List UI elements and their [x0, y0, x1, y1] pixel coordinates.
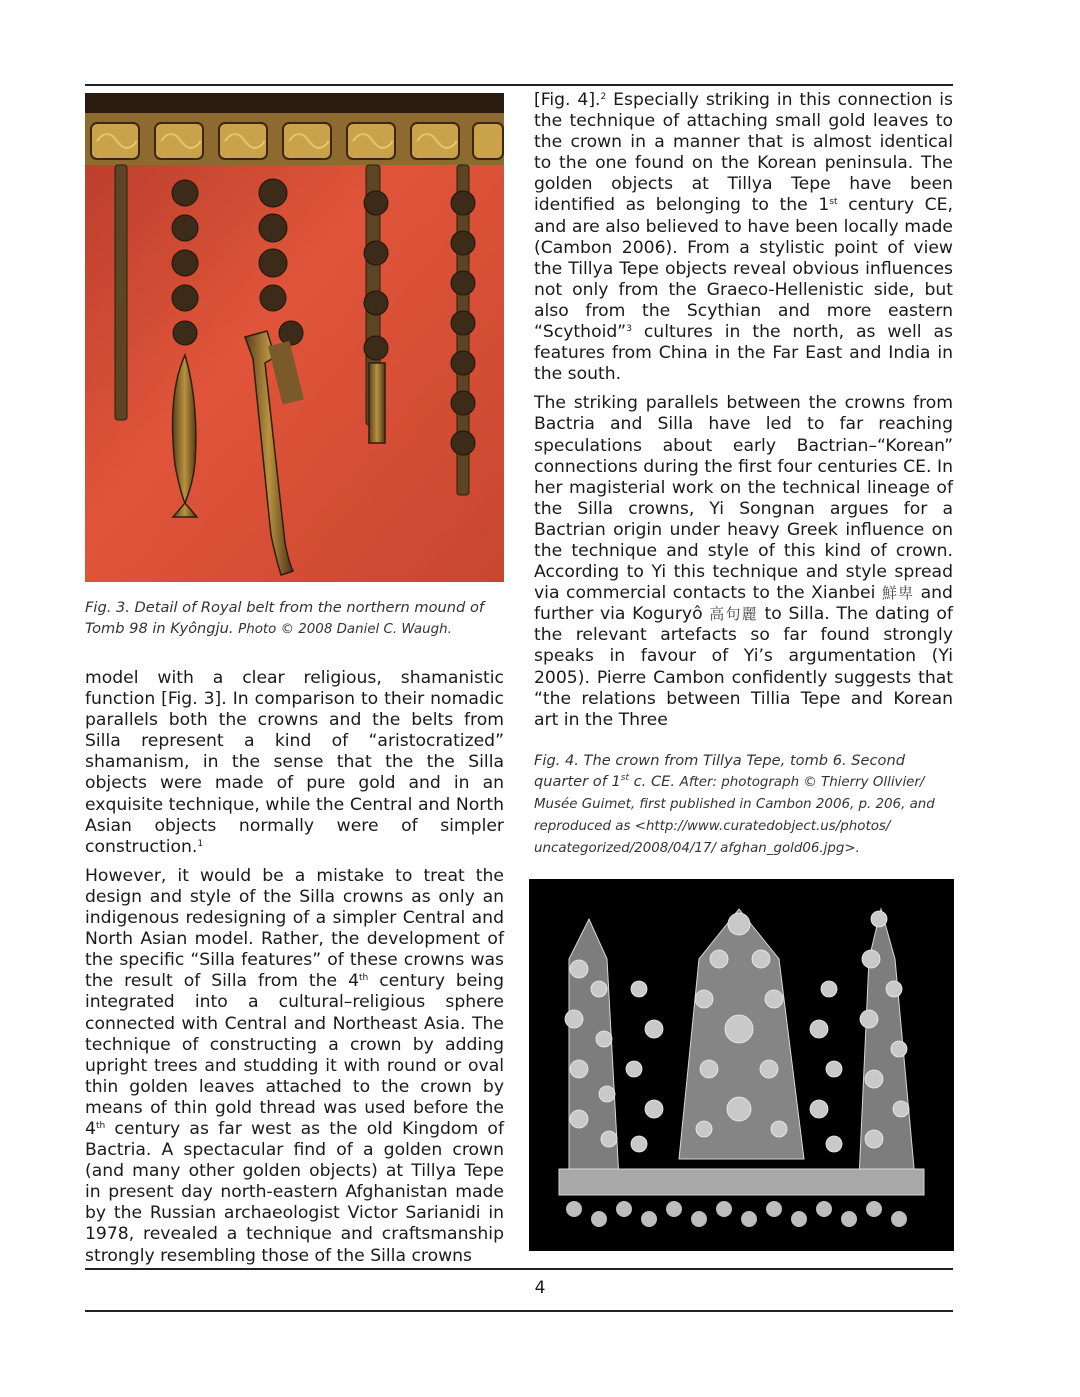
figure-4-image [529, 879, 954, 1251]
footnote-marker-1: 1 [197, 838, 204, 849]
footnote-marker-3: 3 [626, 324, 632, 335]
right-p1-text-b: Especially striking in this connection is the technique of attaching small gold leaves to the crown in a manner that is almost identical to the one found on the Korean peninsula. The golden objects at Tillya Tepe have been identified as belonging to the 1 [534, 90, 954, 216]
right-p2-text-c: to Silla. The dating of the relevant artefacts so far found strongly speaks in favour of Yi’s argumentation (Yi 2005). Pierre Cambon confidently suggests that “the relations between Tillia Tepe and Korean art in the Three [534, 604, 953, 730]
left-p2-text-b: century being integrated into a cultural–religious sphere connected with Central and Northeast Asia. The technique of constructing a crown by adding upright trees and studding it with round or oval thin golden leaves attached to the crown by means of thin gold thread was used before the 4 [85, 971, 504, 1139]
left-column [85, 668, 504, 1275]
superscript: th [95, 1120, 106, 1131]
right-p1-text-d: cultures in the north, as well as features from China in the Far East and India in the south. [534, 322, 953, 385]
figure-4-caption-text-a: Fig. 4. The crown from Tillya Tepe, tomb 6. Second quarter of 1 [534, 752, 905, 790]
left-paragraph-1 [85, 668, 504, 858]
right-p1-text-c: century CE, and are also believed to have been locally made (Cambon 2006). From a stylistic point of view the Tillya Tepe objects reveal obvious influences not only from the Graeco-Hellenistic side, but also from the Scythian and more eastern “Scythoid” [534, 195, 953, 343]
figure-4-caption-text-b: c. CE. [629, 773, 676, 790]
figure-4-credit: After: photograph © Thierry Ollivier/ Musée Guimet, first published in Cambon 2006, p. 206, and reproduced as <http://www.curatedobject.us/photos/ uncategorized/2008/04/17/ afghan_gold06.jpg>. [534, 775, 935, 856]
page-number: 4 [534, 1278, 546, 1298]
bottom-rule-lower [85, 1310, 953, 1312]
right-p2-text-b: and further via Koguryô [534, 583, 953, 625]
xianbei-characters: 鮮卑 [881, 584, 915, 603]
right-column [534, 90, 953, 739]
footnote-marker-2: 2 [600, 92, 607, 102]
figure-3-credit: Photo © 2008 Daniel C. Waugh. [238, 622, 452, 637]
superscript: st [620, 773, 630, 783]
left-p1-text: model with a clear religious, shamanistic function [Fig. 3]. In comparison to their nomadic parallels both the crowns and the belts from Silla represent a kind of “aristocratized” shamanism, in the sense that the the Silla objects were made of pure gold and in an exquisite technique, while the Central and North Asian objects normally were of simpler construction. [85, 668, 504, 857]
left-p2-text-c: century as far west as the old Kingdom of Bactria. A spectacular find of a golden crown (and many other golden objects) at Tillya Tepe in present day north-eastern Afghanistan made by the Russian archaeologist Victor Sarianidi in 1978, revealed a technique and craftsmanship strongly resembling those of the Silla crowns [85, 1118, 504, 1266]
figure-3-caption [85, 597, 507, 640]
superscript: th [359, 973, 369, 984]
bottom-rule-upper [85, 1268, 953, 1270]
right-paragraph-1 [534, 90, 953, 385]
right-p1-text-a: [Fig. 4]. [534, 90, 601, 110]
right-paragraph-2 [534, 393, 953, 731]
figure-3-image [85, 93, 504, 582]
right-p2-text-a: The striking parallels between the crowns from Bactria and Silla have led to far reaching speculations about early Bactrian–“Korean” connections during the first four centuries CE. In her magisterial work on the technical lineage of the Silla crowns, Yi Songnan argues for a Bactrian origin under heavy Greek influence on the technique and style of this kind of crown. According to Yi this technique and style spread via commercial contacts to the Xianbei [534, 393, 953, 604]
top-rule [85, 84, 953, 86]
koguryo-characters: 高句麗 [709, 605, 758, 624]
superscript: st [829, 197, 838, 208]
left-paragraph-2 [85, 866, 504, 1267]
left-p2-text-a: However, it would be a mistake to treat the design and style of the Silla crowns as only an indigenous redesigning of a simpler Central and North Asian model. Rather, the development of the specific “Silla features” of these crowns was the result of Silla from the 4 [85, 865, 504, 992]
figure-3-caption-text: Fig. 3. Detail of Royal belt from the northern mound of Tomb 98 in Kyôngju. [85, 599, 485, 637]
figure-4-caption [534, 750, 953, 859]
